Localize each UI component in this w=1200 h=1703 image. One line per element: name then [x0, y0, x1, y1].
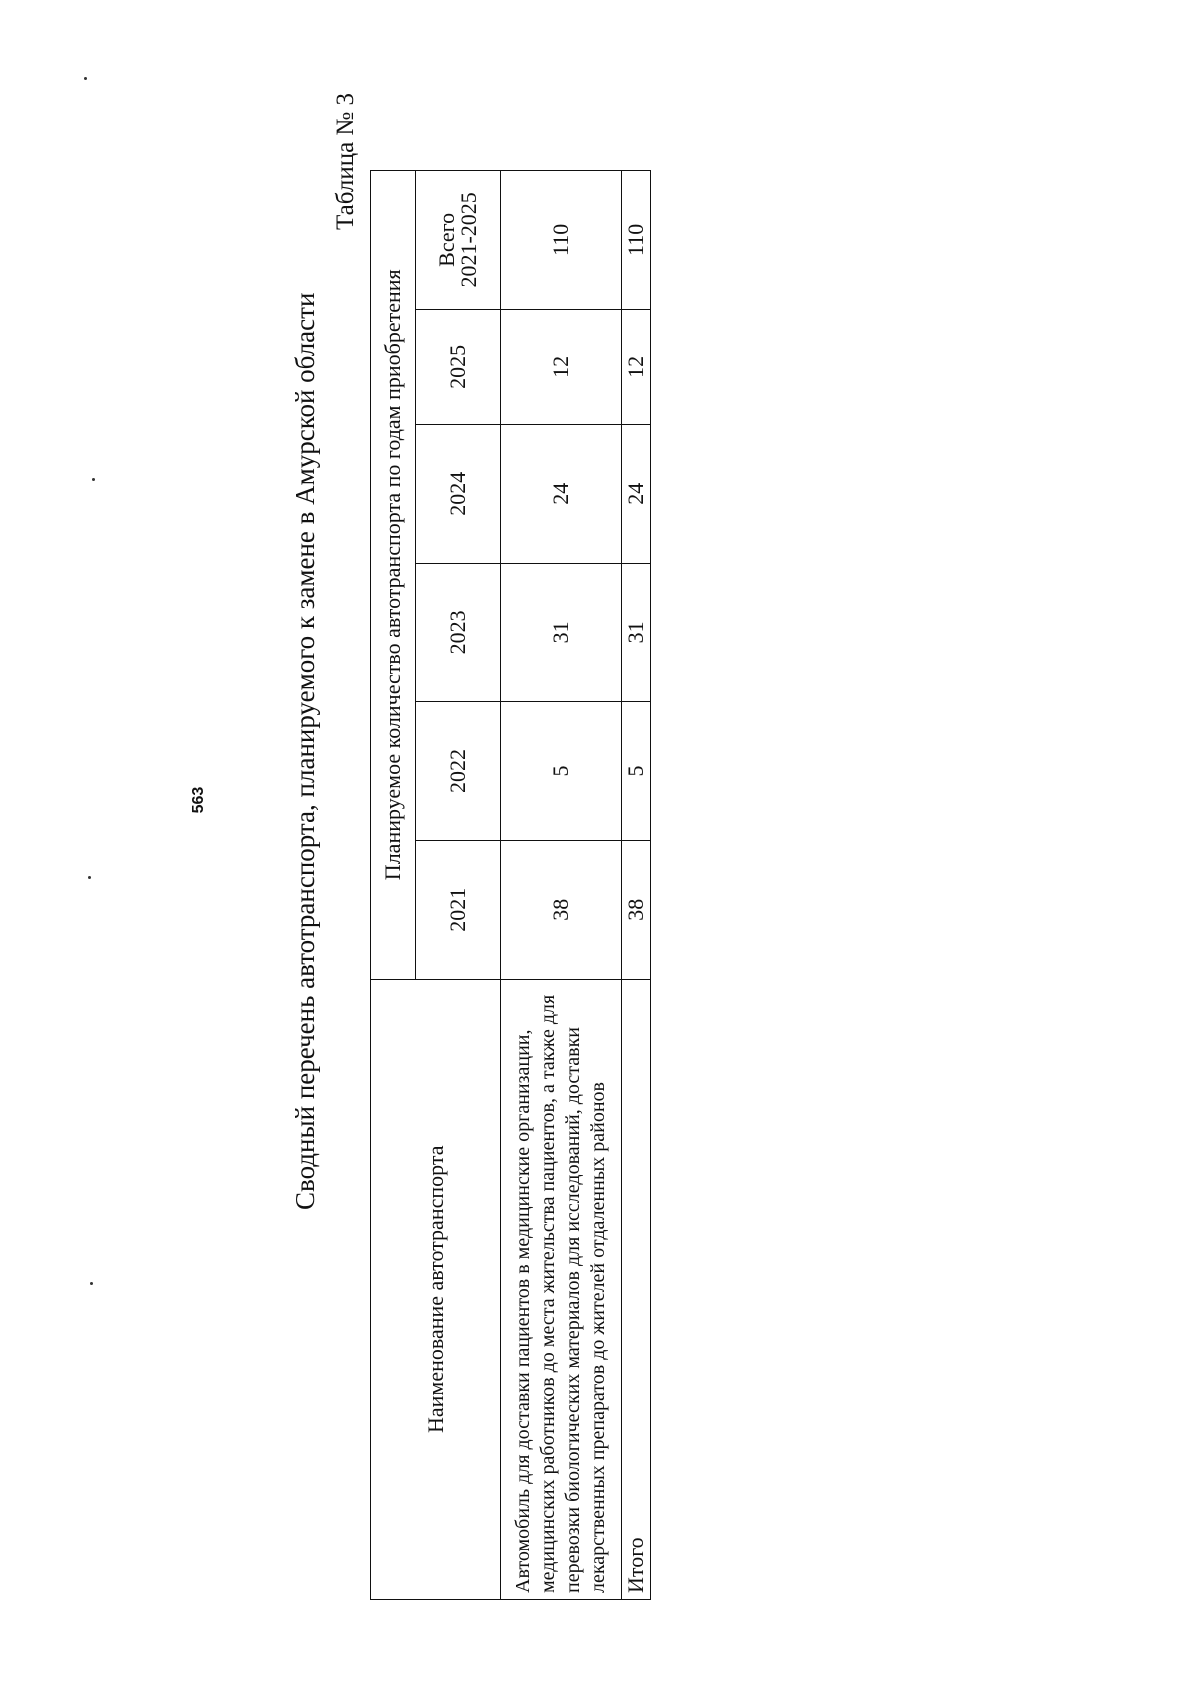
- year-header: 2025: [416, 309, 501, 424]
- page-number: 563: [190, 786, 207, 814]
- table-label: Таблица № 3: [332, 92, 359, 230]
- group-column-header: Планируемое количество автотранспорта по годам приобретения: [371, 171, 416, 980]
- name-column-header: Наименование автотранспорта: [371, 979, 501, 1599]
- year-header: 2022: [416, 702, 501, 841]
- scan-speck: [90, 1282, 93, 1285]
- vehicle-name-cell: Автомобиль для доставки пациентов в медицинские организации, медицинских работников до места жительства пациентов, а также для перевозки биологических материалов для исследований, доставки лекарственных препаратов до жителей отдаленных районов: [501, 979, 622, 1599]
- scan-speck: [88, 876, 91, 879]
- summary-total-cell: 110: [622, 171, 651, 310]
- vehicle-replacement-table: [370, 170, 651, 1600]
- summary-value-cell: 12: [622, 309, 651, 424]
- total-header: [416, 171, 501, 310]
- rotated-page-content: [190, 92, 1150, 1600]
- year-header: 2021: [416, 840, 501, 979]
- scan-speck: [92, 478, 95, 481]
- value-cell: 5: [501, 702, 622, 841]
- summary-value-cell: 24: [622, 424, 651, 563]
- value-cell: 31: [501, 563, 622, 702]
- table-header-row: [371, 171, 416, 1600]
- value-cell: 38: [501, 840, 622, 979]
- total-cell: 110: [501, 171, 622, 310]
- total-header-line: Всего: [434, 212, 459, 267]
- summary-value-cell: 38: [622, 840, 651, 979]
- year-header: 2024: [416, 424, 501, 563]
- year-header: 2023: [416, 563, 501, 702]
- summary-value-cell: 31: [622, 563, 651, 702]
- total-header-line: 2021-2025: [456, 192, 481, 288]
- scan-speck: [84, 77, 87, 80]
- summary-label: Итого: [622, 979, 651, 1599]
- value-cell: 24: [501, 424, 622, 563]
- value-cell: 12: [501, 309, 622, 424]
- summary-row: [622, 171, 651, 1600]
- summary-value-cell: 5: [622, 702, 651, 841]
- table-row: [501, 171, 622, 1600]
- document-title: Сводный перечень автотранспорта, планируемого к замене в Амурской области: [290, 292, 320, 1210]
